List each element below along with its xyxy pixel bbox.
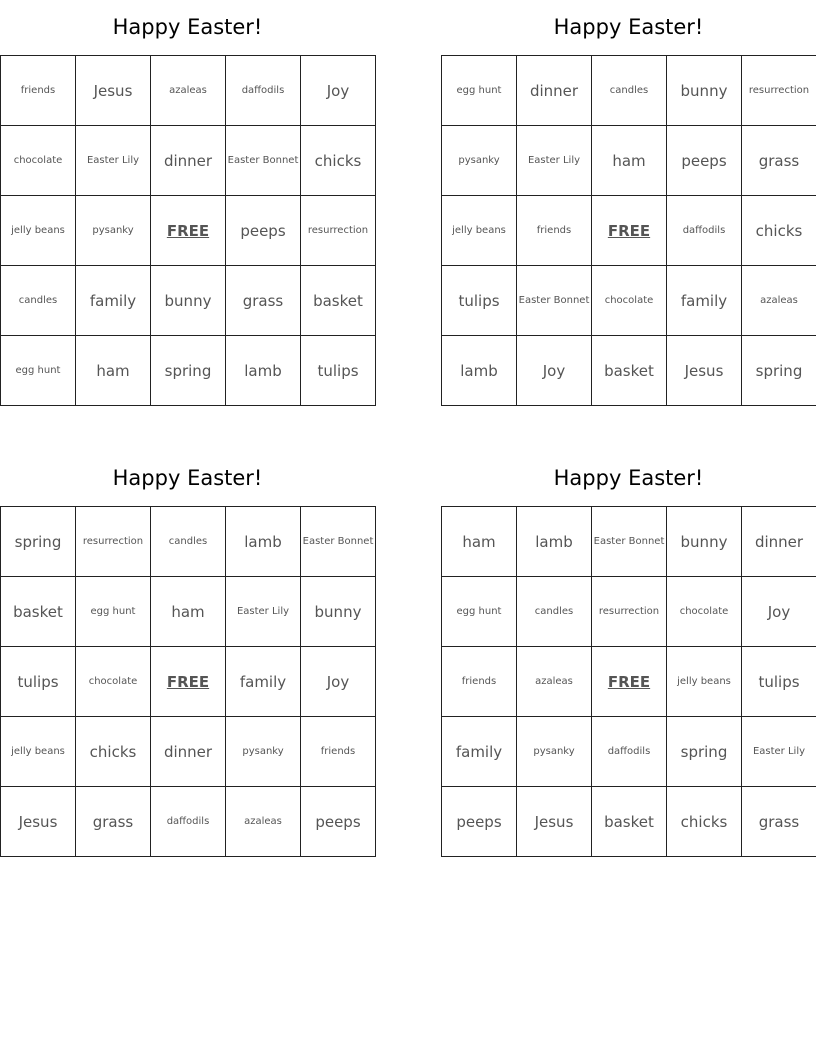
bingo-cell: lamb: [517, 507, 592, 577]
bingo-cell: Easter Lily: [517, 126, 592, 196]
bingo-cell: bunny: [667, 56, 742, 126]
bingo-cell: Easter Bonnet: [517, 266, 592, 336]
bingo-cell: azaleas: [226, 787, 301, 857]
bingo-cell: chicks: [742, 196, 816, 266]
grid-row: [1, 647, 376, 717]
bingo-grid: [0, 506, 376, 857]
bingo-card-1: [0, 0, 375, 406]
bingo-cell: chicks: [667, 787, 742, 857]
bingo-cell: family: [442, 717, 517, 787]
bingo-cell: ham: [592, 126, 667, 196]
bingo-cell: candles: [1, 266, 76, 336]
grid-row: [442, 647, 816, 717]
bingo-cell: basket: [592, 336, 667, 406]
grid-row: [442, 507, 816, 577]
free-space-cell: FREE: [151, 647, 226, 717]
bingo-cell: bunny: [667, 507, 742, 577]
bingo-cell: egg hunt: [76, 577, 151, 647]
bingo-cell: grass: [76, 787, 151, 857]
grid-row: [1, 507, 376, 577]
bingo-cell: jelly beans: [1, 717, 76, 787]
bingo-card-3: [0, 451, 375, 857]
grid-row: [1, 56, 376, 126]
grid-row: [1, 126, 376, 196]
bingo-cell: candles: [517, 577, 592, 647]
grid-row: [442, 196, 816, 266]
bingo-cell: pysanky: [517, 717, 592, 787]
bingo-cell: egg hunt: [442, 56, 517, 126]
card-title: Happy Easter!: [553, 15, 704, 39]
bingo-cell: Joy: [742, 577, 816, 647]
bingo-cell: candles: [151, 507, 226, 577]
bingo-cell: ham: [76, 336, 151, 406]
bingo-cell: family: [226, 647, 301, 717]
bingo-cell: Easter Bonnet: [226, 126, 301, 196]
bingo-cell: egg hunt: [442, 577, 517, 647]
bingo-cell: azaleas: [151, 56, 226, 126]
grid-row: [1, 266, 376, 336]
bingo-cell: chocolate: [592, 266, 667, 336]
bingo-cell: dinner: [742, 507, 816, 577]
bingo-cell: resurrection: [76, 507, 151, 577]
bingo-cell: chocolate: [1, 126, 76, 196]
bingo-cell: pysanky: [76, 196, 151, 266]
bingo-cell: resurrection: [592, 577, 667, 647]
bingo-cell: spring: [667, 717, 742, 787]
bingo-cell: tulips: [1, 647, 76, 717]
grid-row: [1, 196, 376, 266]
card-title: Happy Easter!: [553, 466, 704, 490]
bingo-grid: [441, 506, 816, 857]
grid-row: [442, 717, 816, 787]
grid-row: [442, 56, 816, 126]
grid-row: [1, 787, 376, 857]
bingo-cell: Joy: [301, 56, 376, 126]
bingo-cell: grass: [226, 266, 301, 336]
grid-row: [442, 266, 816, 336]
bingo-cell: spring: [151, 336, 226, 406]
bingo-cell: bunny: [151, 266, 226, 336]
bingo-cell: Easter Lily: [742, 717, 816, 787]
bingo-cell: tulips: [301, 336, 376, 406]
bingo-cell: chocolate: [667, 577, 742, 647]
grid-row: [1, 717, 376, 787]
bingo-cell: Joy: [301, 647, 376, 717]
bingo-cell: dinner: [517, 56, 592, 126]
bingo-cell: daffodils: [226, 56, 301, 126]
bingo-cell: grass: [742, 787, 816, 857]
bingo-cell: peeps: [301, 787, 376, 857]
bingo-cell: resurrection: [742, 56, 816, 126]
bingo-cell: daffodils: [667, 196, 742, 266]
bingo-cell: Easter Bonnet: [592, 507, 667, 577]
bingo-cell: egg hunt: [1, 336, 76, 406]
bingo-cell: lamb: [226, 336, 301, 406]
free-space-cell: FREE: [592, 196, 667, 266]
free-space-cell: FREE: [592, 647, 667, 717]
bingo-cell: azaleas: [742, 266, 816, 336]
bingo-cell: daffodils: [592, 717, 667, 787]
bingo-cell: peeps: [667, 126, 742, 196]
bingo-grid: [441, 55, 816, 406]
bingo-cell: jelly beans: [442, 196, 517, 266]
bingo-cell: family: [76, 266, 151, 336]
bingo-cell: bunny: [301, 577, 376, 647]
bingo-cell: daffodils: [151, 787, 226, 857]
bingo-cell: ham: [442, 507, 517, 577]
bingo-cell: azaleas: [517, 647, 592, 717]
bingo-cell: jelly beans: [1, 196, 76, 266]
bingo-cell: lamb: [442, 336, 517, 406]
bingo-cell: basket: [592, 787, 667, 857]
bingo-cell: grass: [742, 126, 816, 196]
bingo-cell: Joy: [517, 336, 592, 406]
bingo-cell: pysanky: [442, 126, 517, 196]
bingo-cell: family: [667, 266, 742, 336]
grid-row: [442, 126, 816, 196]
bingo-cell: Easter Lily: [226, 577, 301, 647]
grid-row: [442, 787, 816, 857]
bingo-cell: pysanky: [226, 717, 301, 787]
grid-row: [442, 336, 816, 406]
bingo-card-4: [441, 451, 816, 857]
free-space-cell: FREE: [151, 196, 226, 266]
bingo-cell: Easter Bonnet: [301, 507, 376, 577]
bingo-cell: basket: [301, 266, 376, 336]
bingo-cell: chocolate: [76, 647, 151, 717]
bingo-cell: Easter Lily: [76, 126, 151, 196]
bingo-cell: peeps: [226, 196, 301, 266]
grid-row: [1, 577, 376, 647]
card-title: Happy Easter!: [112, 466, 263, 490]
bingo-grid: [0, 55, 376, 406]
bingo-cell: ham: [151, 577, 226, 647]
bingo-cell: Jesus: [76, 56, 151, 126]
bingo-cell: friends: [301, 717, 376, 787]
bingo-cell: friends: [442, 647, 517, 717]
bingo-cell: tulips: [442, 266, 517, 336]
bingo-cell: dinner: [151, 717, 226, 787]
grid-row: [1, 336, 376, 406]
bingo-cell: friends: [517, 196, 592, 266]
bingo-cell: Jesus: [1, 787, 76, 857]
bingo-card-2: [441, 0, 816, 406]
bingo-cell: Jesus: [517, 787, 592, 857]
card-title: Happy Easter!: [112, 15, 263, 39]
bingo-cell: Jesus: [667, 336, 742, 406]
bingo-cell: tulips: [742, 647, 816, 717]
bingo-cell: dinner: [151, 126, 226, 196]
grid-row: [442, 577, 816, 647]
bingo-cell: spring: [1, 507, 76, 577]
bingo-cell: candles: [592, 56, 667, 126]
bingo-cell: lamb: [226, 507, 301, 577]
bingo-cell: chicks: [76, 717, 151, 787]
bingo-cell: peeps: [442, 787, 517, 857]
bingo-cell: resurrection: [301, 196, 376, 266]
bingo-cell: spring: [742, 336, 816, 406]
bingo-cell: jelly beans: [667, 647, 742, 717]
bingo-cell: basket: [1, 577, 76, 647]
bingo-cell: friends: [1, 56, 76, 126]
bingo-cell: chicks: [301, 126, 376, 196]
